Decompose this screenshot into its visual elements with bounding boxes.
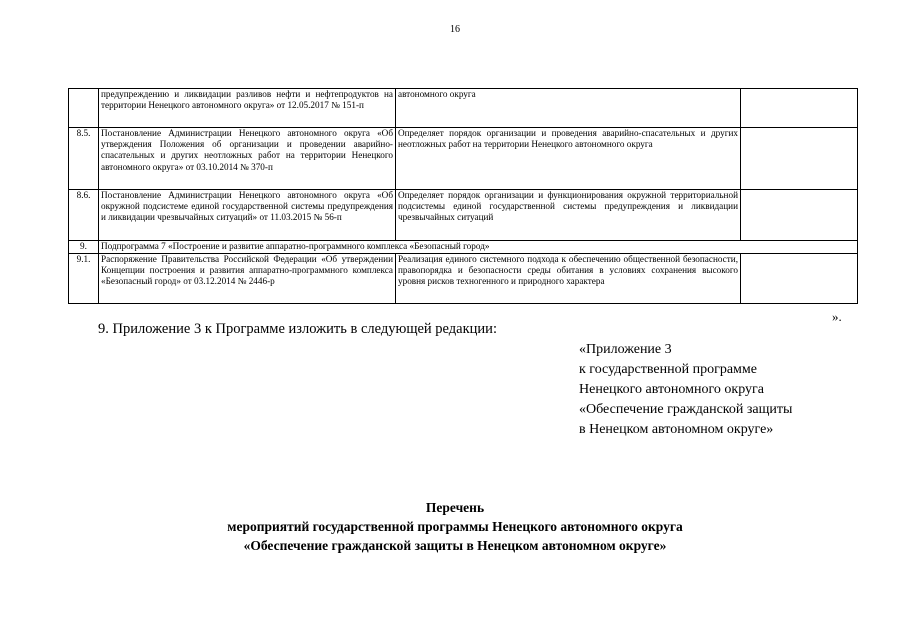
appendix-header-line: в Ненецком автономном округе» — [579, 422, 774, 437]
row-number: 8.5. — [69, 128, 99, 190]
empty-cell — [741, 89, 858, 128]
description-cell: Определяет порядок организации и функционирования окружной территориальной подсистемы единой государственной системы предупреждения и ликвидации чрезвычайных ситуаций — [396, 190, 741, 241]
row-number: 8.6. — [69, 190, 99, 241]
legal-act-cell: Распоряжение Правительства Российской Федерации «Об утверждении Концепции построения и развития аппаратно-программного комплекса «Безопасный город» от 03.12.2014 № 2446-р — [99, 254, 396, 304]
legal-act-cell: Постановление Администрации Ненецкого автономного округа «Об окружной подсистеме единой государственной системы предупреждения и ликвидации чрезвычайных ситуаций» от 11.03.2015 № 56-п — [99, 190, 396, 241]
table-row-subprogram — [69, 241, 858, 254]
legal-act-cell: Постановление Администрации Ненецкого автономного округа «Об утверждения Положения об организации и проведении аварийно-спасательных и других неотложных работ на территории Ненецкого автономного округа» от 03.10.2014 № 370-п — [99, 128, 396, 190]
title-line: мероприятий государственной программы Ненецкого автономного округа — [227, 519, 683, 534]
appendix-header-line: «Приложение 3 — [579, 342, 672, 357]
appendix-header — [579, 340, 792, 440]
amendment-instruction: 9. Приложение 3 к Программе изложить в следующей редакции: — [98, 321, 497, 337]
empty-cell — [741, 254, 858, 304]
legal-acts-table — [68, 88, 858, 304]
table-row — [69, 89, 858, 128]
title-line: «Обеспечение гражданской защиты в Ненецком автономном округе» — [243, 538, 667, 553]
subprogram-cell: Подпрограмма 7 «Построение и развитие аппаратно-программного комплекса «Безопасный город» — [99, 241, 858, 254]
table-row — [69, 190, 858, 241]
table-row — [69, 128, 858, 190]
document-title — [120, 498, 790, 555]
closing-quote-mark: ». — [832, 309, 842, 324]
description-cell: Реализация единого системного подхода к обеспечению общественной безопасности, правопорядка и безопасности среды обитания в условиях сохранения высокого уровня рисков техногенного и природного характера — [396, 254, 741, 304]
description-cell: автономного округа — [396, 89, 741, 128]
empty-cell — [741, 128, 858, 190]
title-line: Перечень — [425, 500, 485, 515]
row-number: 9. — [69, 241, 99, 254]
description-cell: Определяет порядок организации и проведения аварийно-спасательных и других неотложных работ на территории Ненецкого автономного округа — [396, 128, 741, 190]
appendix-header-line: «Обеспечение гражданской защиты — [579, 402, 793, 417]
empty-cell — [741, 190, 858, 241]
appendix-header-line: Ненецкого автономного округа — [579, 382, 764, 397]
legal-act-cell: предупреждению и ликвидации разливов нефти и нефтепродуктов на территории Ненецкого автономного округа» от 12.05.2017 № 151-п — [99, 89, 396, 128]
row-number — [69, 89, 99, 128]
page-number: 16 — [450, 24, 460, 35]
table-row — [69, 254, 858, 304]
row-number: 9.1. — [69, 254, 99, 304]
appendix-header-line: к государственной программе — [579, 362, 757, 377]
